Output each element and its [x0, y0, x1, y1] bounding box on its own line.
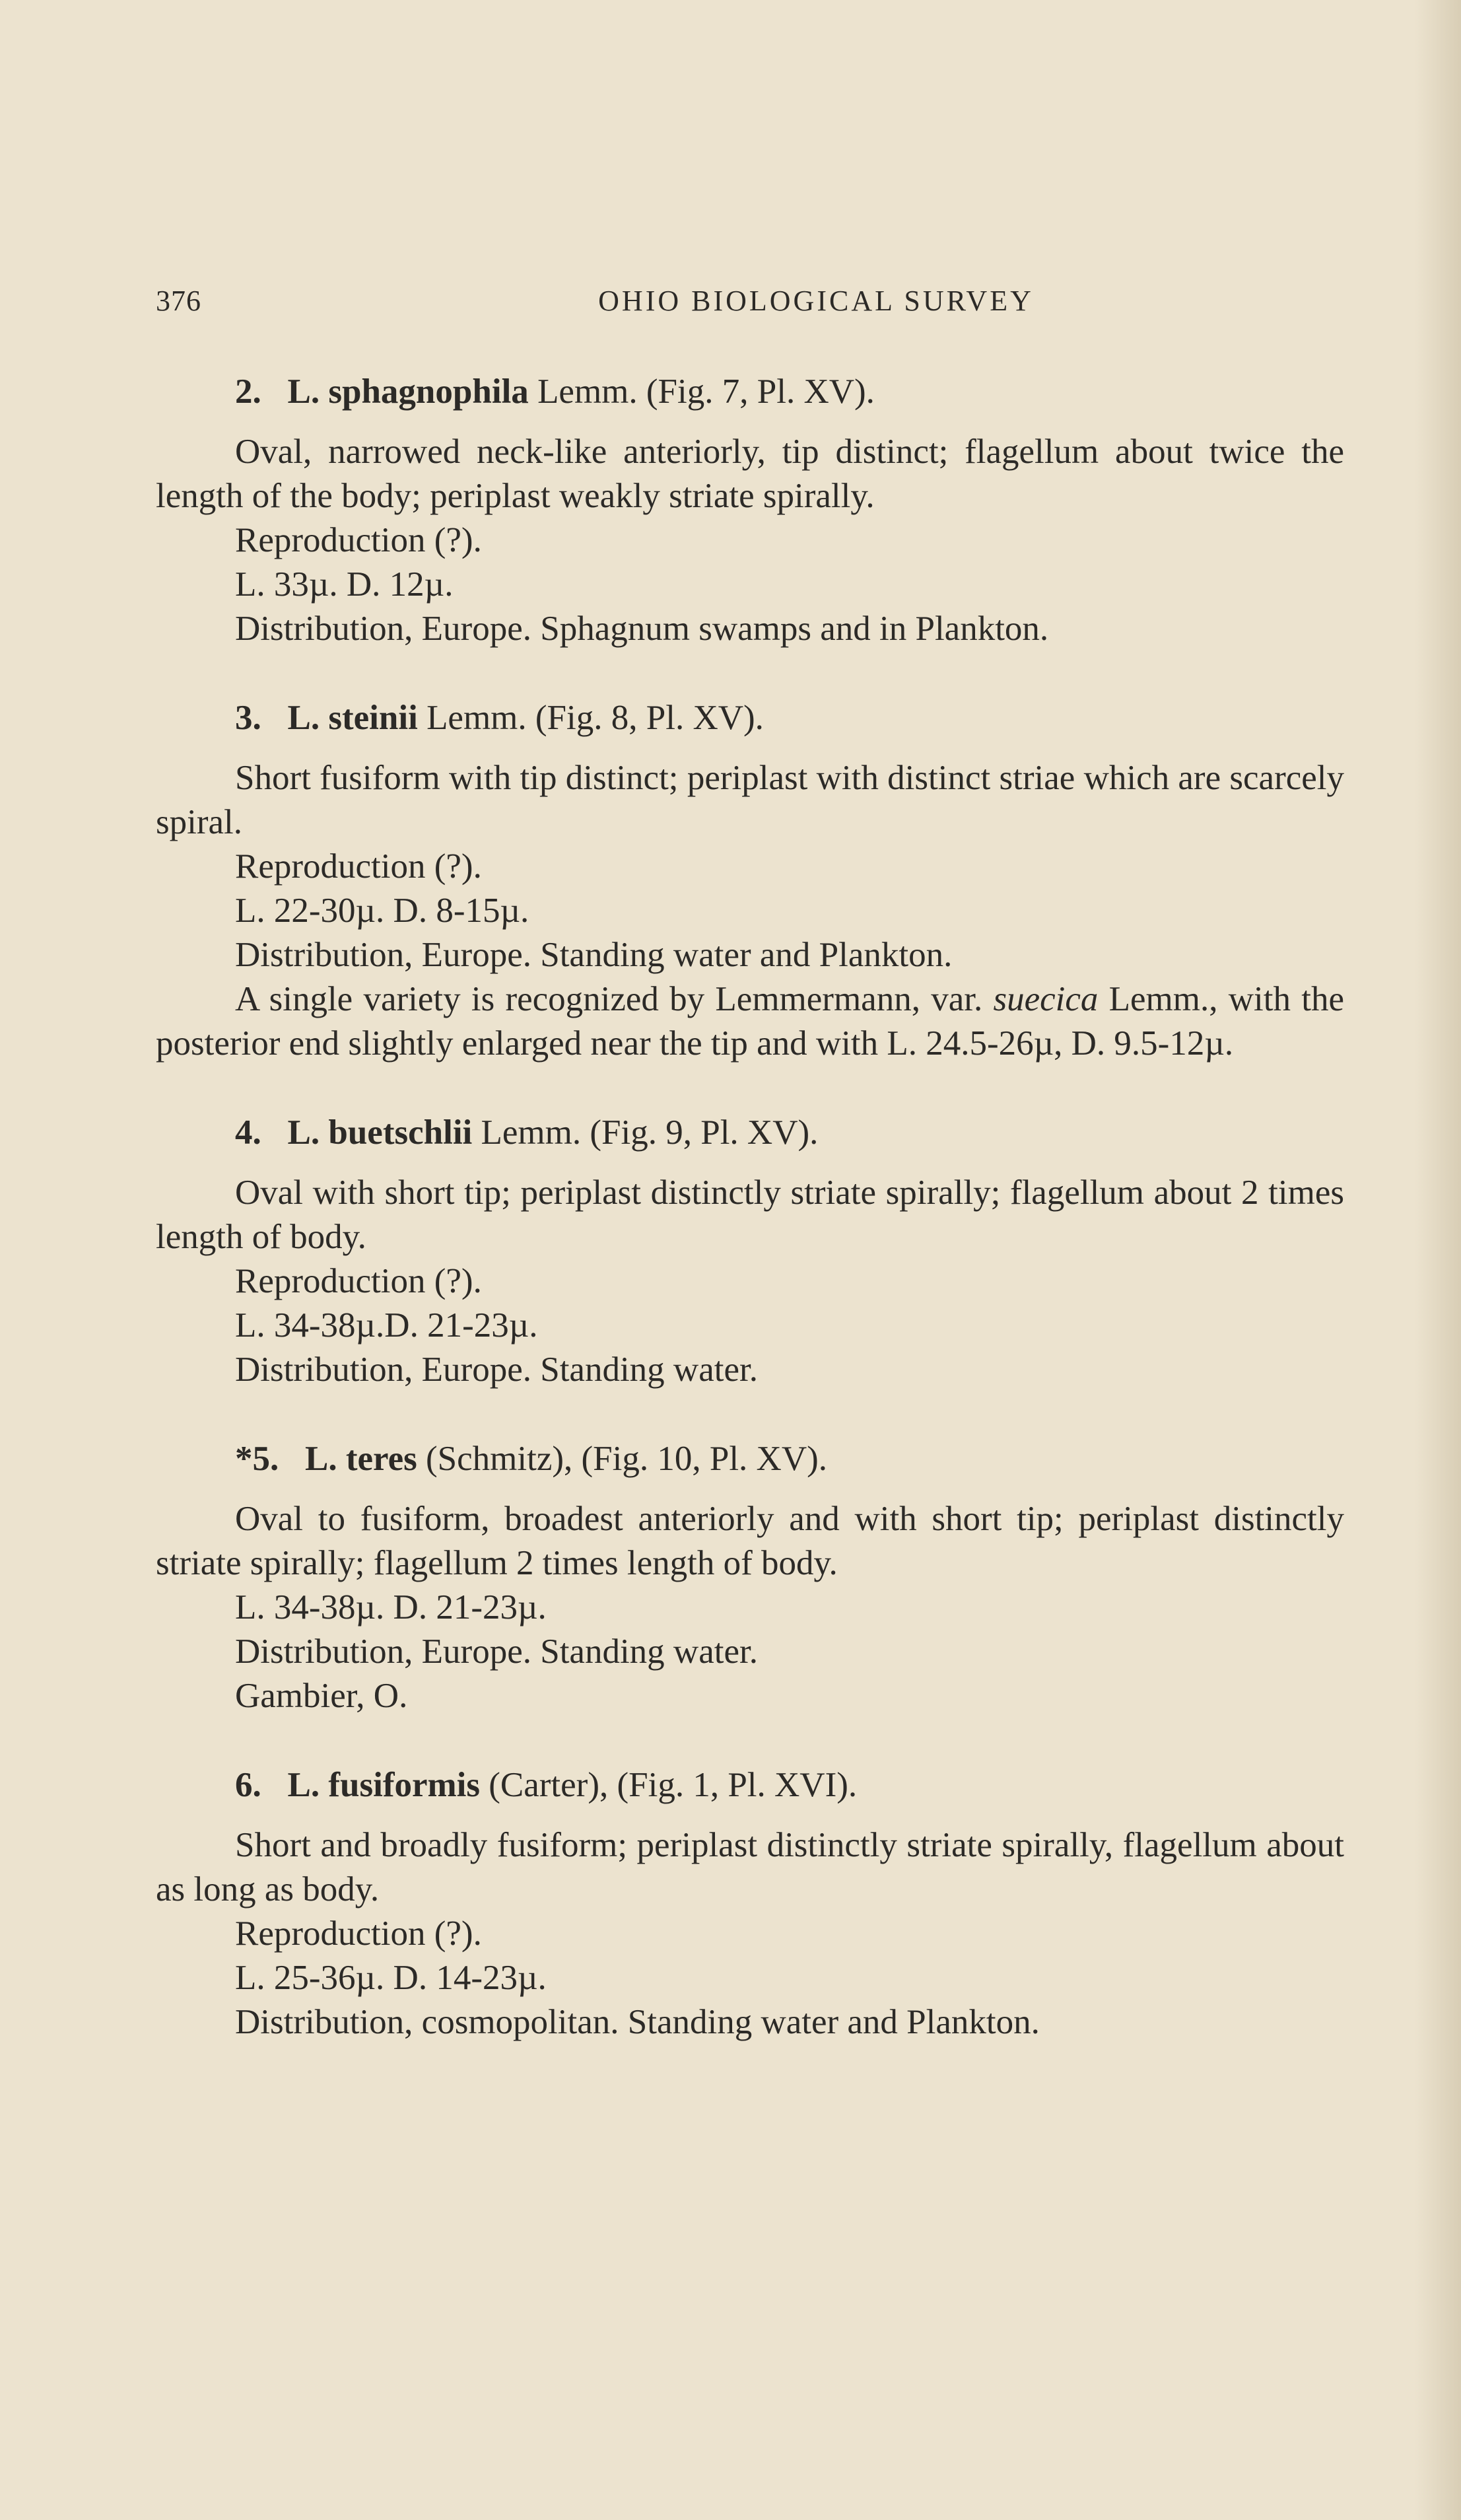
entry-number: 3. — [235, 699, 261, 737]
distribution-line: Distribution, cosmopolitan. Standing water and Plankton. — [235, 2003, 1040, 2041]
reproduction-line: Reproduction (?). — [235, 1914, 482, 1953]
variety-name: suecica — [993, 980, 1099, 1018]
measurements-line: L. 34-38µ.D. 21-23µ. — [235, 1306, 538, 1345]
species-description: Oval, narrowed neck-like anteriorly, tip distinct; flagellum about twice the length of the body; periplast weakly striate spirally. — [156, 433, 1344, 515]
species-authority: Lemm. (Fig. 8, Pl. XV). — [417, 699, 764, 737]
species-authority: (Carter), (Fig. 1, Pl. XVI). — [480, 1766, 858, 1804]
species-name: L. sphagnophila — [287, 372, 529, 411]
species-authority: (Schmitz), (Fig. 10, Pl. XV). — [417, 1440, 827, 1478]
entry-heading — [156, 1111, 1344, 1155]
entry-heading — [156, 1763, 1344, 1807]
species-entry — [156, 1111, 1344, 1392]
species-authority: Lemm. (Fig. 9, Pl. XV). — [472, 1113, 819, 1152]
entry-heading — [156, 1437, 1344, 1481]
variety-note — [156, 977, 1344, 1066]
running-head: OHIO BIOLOGICAL SURVEY — [598, 285, 1034, 317]
page-number: 376 — [156, 285, 201, 317]
measurements-line: L. 22-30µ. D. 8-15µ. — [235, 892, 529, 930]
species-entry — [156, 696, 1344, 1066]
entry-number: 2. — [235, 372, 261, 411]
reproduction-line: Reproduction (?). — [235, 847, 482, 886]
variety-note-pre: A single variety is recognized by Lemmermann, var. — [235, 980, 994, 1018]
species-description: Oval to fusiform, broadest anteriorly and with short tip; periplast distinctly striate spirally; flagellum 2 times length of body. — [156, 1500, 1344, 1582]
page-body — [156, 370, 1344, 2089]
measurements-line: L. 25-36µ. D. 14-23µ. — [235, 1959, 547, 1997]
species-description: Short fusiform with tip distinct; periplast with distinct striae which are scarcely spiral. — [156, 759, 1344, 841]
species-entry — [156, 370, 1344, 651]
distribution-line: Distribution, Europe. Sphagnum swamps and in Plankton. — [235, 610, 1049, 648]
page-header — [156, 284, 1344, 324]
reproduction-line: Reproduction (?). — [235, 1262, 482, 1300]
entry-number: 6. — [235, 1766, 261, 1804]
distribution-line: Distribution, Europe. Standing water and Plankton. — [235, 936, 953, 974]
measurements-line: L. 33µ. D. 12µ. — [235, 565, 454, 604]
page-edge-shadow — [1415, 0, 1461, 2520]
species-name: L. buetschlii — [287, 1113, 473, 1152]
species-entry — [156, 1763, 1344, 2045]
species-name: L. fusiformis — [287, 1766, 480, 1804]
entry-heading — [156, 370, 1344, 414]
species-entry — [156, 1437, 1344, 1718]
entry-number: 4. — [235, 1113, 261, 1152]
entry-number: *5. — [235, 1440, 279, 1478]
species-description: Oval with short tip; periplast distinctly striate spirally; flagellum about 2 times length of body. — [156, 1173, 1344, 1256]
species-name: L. steinii — [287, 699, 418, 737]
locality-line: Gambier, O. — [235, 1677, 408, 1715]
measurements-line: L. 34-38µ. D. 21-23µ. — [235, 1588, 547, 1627]
distribution-line: Distribution, Europe. Standing water. — [235, 1632, 758, 1671]
species-name: L. teres — [305, 1440, 417, 1478]
variety-note-post: Lemm., with the posterior end slightly enlarged near the tip and with L. 24.5-26µ, D. 9.5-12µ. — [156, 980, 1344, 1063]
species-description: Short and broadly fusiform; periplast distinctly striate spirally, flagellum about as long as body. — [156, 1826, 1344, 1908]
species-authority: Lemm. (Fig. 7, Pl. XV). — [528, 372, 875, 411]
distribution-line: Distribution, Europe. Standing water. — [235, 1350, 758, 1389]
reproduction-line: Reproduction (?). — [235, 521, 482, 559]
entry-heading — [156, 696, 1344, 740]
